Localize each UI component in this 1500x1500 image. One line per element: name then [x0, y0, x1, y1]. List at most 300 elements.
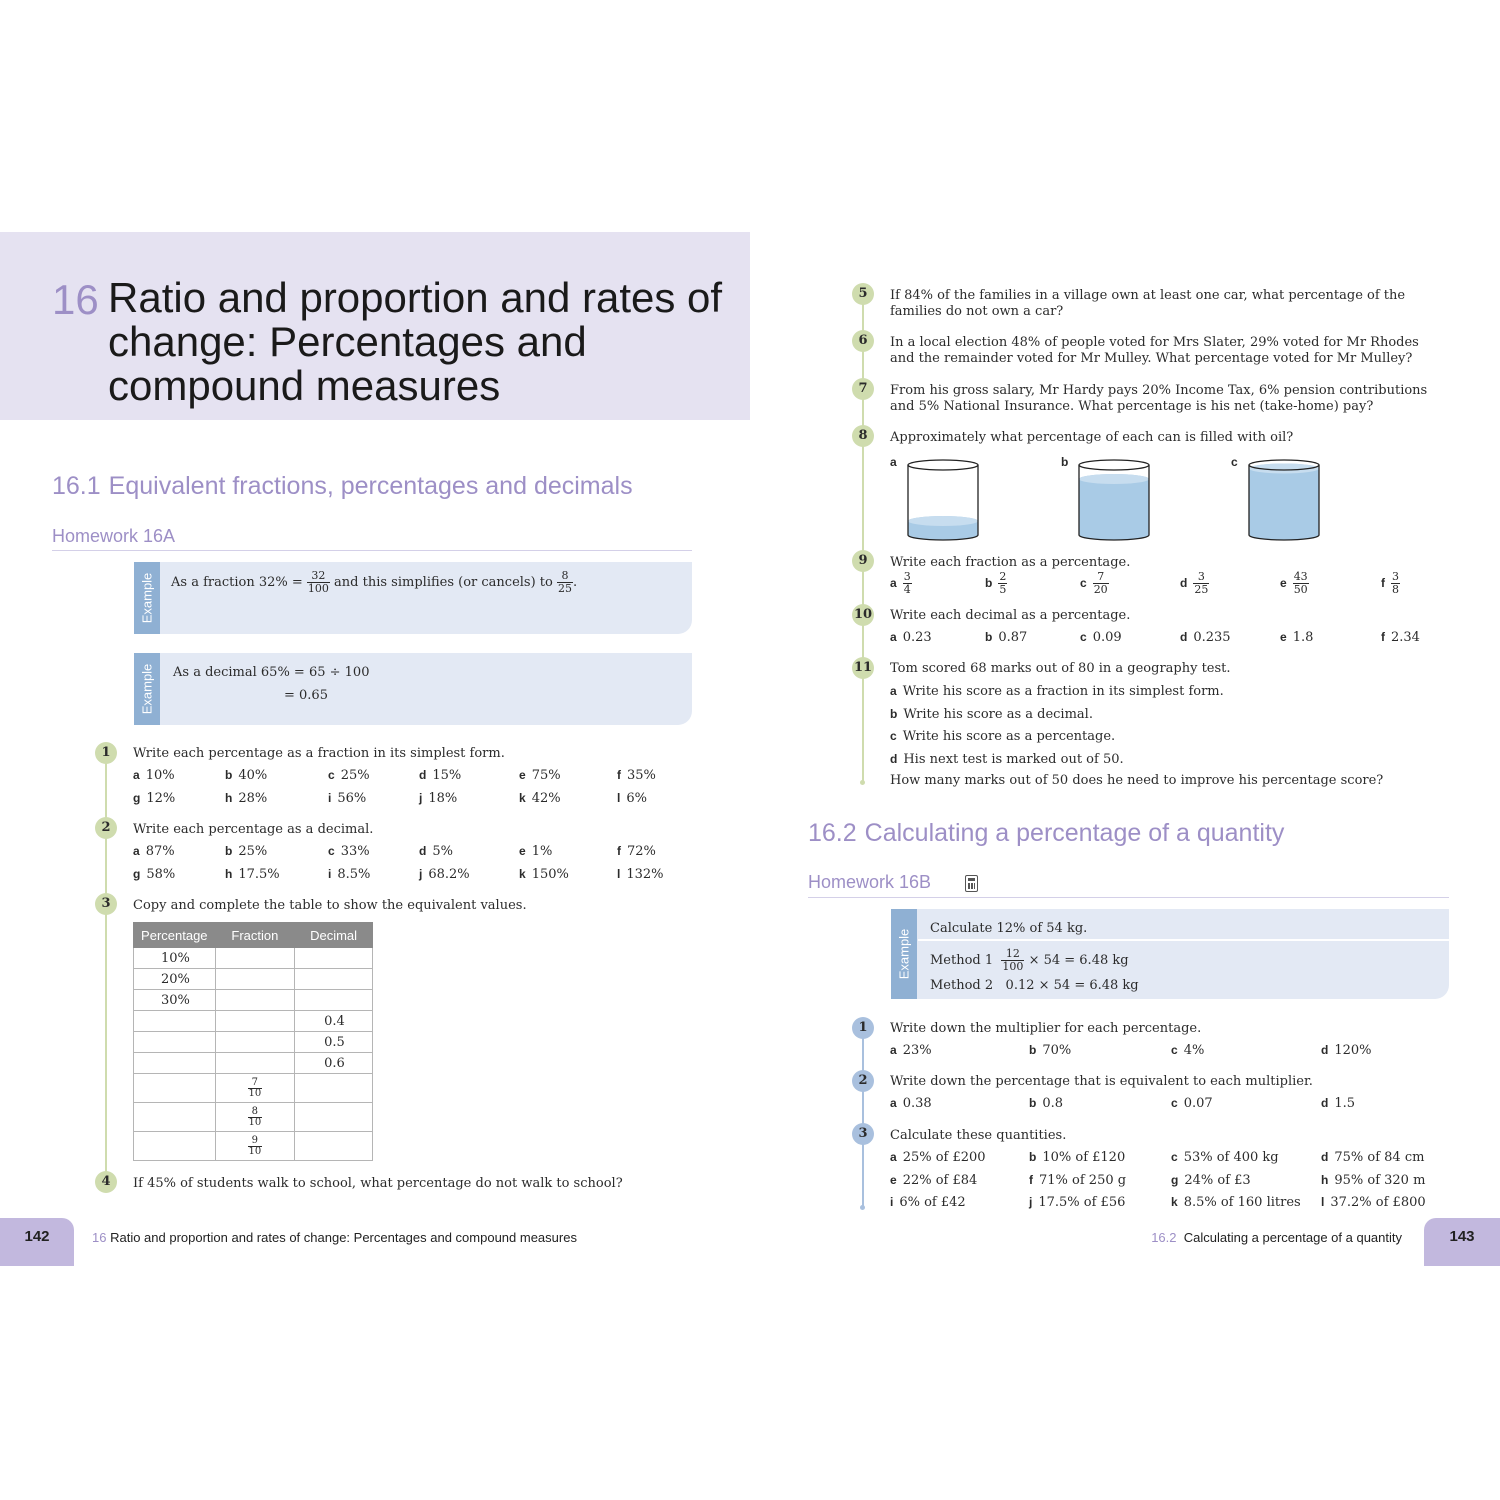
table-row [134, 1032, 373, 1053]
numerator: 3 [903, 570, 911, 583]
fraction: $\frac{8}{25}$ [558, 569, 572, 595]
chapter-title: Ratio and proportion and rates of change: Percentages and compound measures [108, 274, 723, 409]
fraction [903, 571, 912, 596]
part-value: 75% of 84 cm [1334, 1150, 1425, 1165]
question-part [328, 867, 370, 882]
fraction [1293, 571, 1309, 596]
question-part [519, 768, 561, 783]
part-value: 5% [432, 844, 453, 859]
part-value: 35% [627, 768, 656, 783]
question-part [890, 571, 912, 596]
fraction: $\frac{32}{100}$ [307, 569, 329, 595]
question-3-text: Copy and complete the table to show the equivalent values. [133, 898, 527, 913]
fraction [248, 1107, 263, 1128]
question-1-text: Write each percentage as a fraction in its simplest form. [133, 746, 505, 761]
part-label: d [419, 768, 427, 782]
part-value: 28% [238, 791, 268, 806]
table-row [134, 990, 373, 1011]
part-label: k [1171, 1195, 1178, 1209]
numerator: 7 [1093, 571, 1109, 584]
table-cell: 0.4 [295, 1011, 373, 1032]
part-value: Write his score as a fraction in its simplest form. [902, 684, 1224, 699]
part-value: 10% [145, 768, 175, 783]
question-part [519, 844, 552, 859]
denominator: 20 [1093, 583, 1108, 596]
part-value: 1.5 [1334, 1096, 1356, 1111]
part-value: 150% [531, 867, 569, 882]
part-label: c [328, 768, 335, 782]
example-box-2 [134, 653, 692, 725]
part-value: 70% [1042, 1043, 1072, 1058]
question-part [617, 768, 656, 783]
question-number-5: 5 [852, 283, 874, 305]
section-title: Equivalent fractions, percentages and decimals [108, 472, 633, 500]
part-label: g [1171, 1172, 1179, 1187]
homework-heading-16a: Homework 16A [52, 526, 176, 546]
part-value: Write his score as a percentage. [902, 729, 1116, 744]
part-value: 2.34 [1391, 630, 1420, 645]
table-cell: 10% [134, 948, 216, 969]
question-number-b2: 2 [852, 1070, 874, 1092]
part-value: 71% of 250 g [1039, 1172, 1127, 1188]
section-title: Calculating a percentage of a quantity [864, 819, 1285, 847]
question-part [1171, 1096, 1213, 1111]
denominator: 8 [1392, 583, 1399, 596]
part-value: 6% [626, 791, 647, 806]
part-label: b [890, 706, 898, 721]
section-heading-16-1 [52, 472, 633, 501]
part-label: l [1321, 1195, 1325, 1209]
example-3-method-2: Method 2 0.12 × 54 = 6.48 kg [930, 978, 1139, 993]
part-value: 24% of £3 [1184, 1172, 1251, 1188]
table-row [134, 948, 373, 969]
numerator: 3 [1193, 571, 1209, 584]
part-value: 58% [146, 867, 176, 882]
question-part [328, 768, 370, 783]
table-cell [215, 969, 295, 990]
can-label: a [890, 455, 897, 469]
table-cell [134, 1053, 216, 1074]
part-value: 25% of £200 [902, 1150, 986, 1165]
question-number-10: 10 [852, 604, 874, 626]
table-row [134, 1011, 373, 1032]
question-part [1321, 1173, 1425, 1188]
question-number-2: 2 [95, 817, 117, 839]
fraction: $\frac{12}{100}$ [1002, 947, 1024, 973]
fraction [248, 1136, 263, 1157]
question-part [225, 791, 267, 806]
question-part [419, 791, 457, 806]
question-part [1180, 630, 1231, 645]
part-label: h [225, 791, 233, 805]
part-value: 0.38 [902, 1096, 932, 1111]
part-label: f [1381, 630, 1385, 644]
question-part [1171, 1173, 1251, 1188]
question-part [1029, 1173, 1126, 1188]
example-2-line-1: As a decimal 65% = 65 ÷ 100 [173, 665, 370, 680]
table-cell [215, 1103, 295, 1132]
question-part [1180, 571, 1209, 596]
question-part [133, 768, 175, 783]
table-header: Decimal [295, 923, 373, 948]
question-number-b3: 3 [852, 1123, 874, 1145]
table-cell [215, 1074, 295, 1103]
question-part [617, 867, 664, 882]
question-part [1029, 1096, 1063, 1111]
numerator: 9 [248, 1136, 263, 1147]
part-label: b [225, 768, 233, 782]
table-cell [215, 1132, 295, 1161]
fraction [998, 571, 1007, 596]
guide-line-end-dot [860, 1205, 865, 1210]
footer-right-running-head: 16.2 Calculating a percentage of a quantity [1151, 1230, 1402, 1245]
part-label: k [519, 791, 526, 805]
question-part [1171, 1195, 1301, 1210]
table-row [134, 1053, 373, 1074]
part-label: l [617, 791, 621, 805]
part-label: b [1029, 1150, 1037, 1164]
question-part [1321, 1195, 1426, 1210]
part-value: 1% [531, 844, 553, 859]
part-value: 0.07 [1183, 1096, 1213, 1111]
table-header: Percentage [134, 923, 216, 948]
part-label: g [133, 791, 141, 805]
part-value: 22% of £84 [902, 1172, 978, 1188]
part-value: 0.235 [1193, 630, 1231, 645]
denominator: 25 [1194, 583, 1209, 596]
fraction [1391, 571, 1400, 596]
question-b2-text: Write down the percentage that is equivalent to each multiplier. [890, 1074, 1313, 1089]
question-part [1321, 1043, 1372, 1058]
table-cell [215, 948, 295, 969]
table-cell: 20% [134, 969, 216, 990]
part-value: 75% [531, 768, 561, 783]
section-rule [808, 897, 1449, 898]
oil-surface [1079, 474, 1149, 484]
question-guide-line [862, 292, 864, 782]
numerator: 3 [1392, 570, 1399, 583]
table-row [134, 1103, 373, 1132]
part-label: a [890, 1043, 897, 1057]
question-part [985, 571, 1007, 596]
question-part [1080, 630, 1122, 645]
part-label: i [328, 867, 332, 881]
part-value: 17.5% [238, 867, 280, 882]
question-7-text: From his gross salary, Mr Hardy pays 20% Income Tax, 6% pension contributions and 5% National Insurance. What percentage is his net (take-home) pay? [890, 383, 1428, 414]
question-guide-line [862, 1028, 864, 1206]
part-value: 37.2% of £800 [1330, 1195, 1426, 1210]
part-label: d [1321, 1096, 1329, 1110]
part-label: j [419, 867, 423, 881]
part-label: d [1321, 1043, 1329, 1057]
part-label: c [1080, 630, 1087, 644]
question-part [1029, 1043, 1071, 1058]
question-part [133, 844, 175, 859]
part-value: 8.5% of 160 litres [1183, 1195, 1301, 1210]
question-part [890, 1173, 977, 1188]
question-number-1: 1 [95, 742, 117, 764]
table-cell: 0.6 [295, 1053, 373, 1074]
part-label: i [328, 791, 332, 805]
example-1-text: As a fraction 32% = $\frac{32}{100}$ and this simplifies (or cancels) to $\frac{8}{25}$ . [171, 569, 578, 595]
part-value: 12% [146, 791, 176, 806]
fraction [1093, 571, 1109, 596]
example-tab: Example [134, 562, 160, 634]
table-cell [134, 1032, 216, 1053]
table-cell [134, 1074, 216, 1103]
homework-heading-16b: Homework 16B [808, 872, 932, 892]
part-value: 40% [238, 768, 268, 783]
question-part [519, 867, 569, 882]
example-2-line-2: = 0.65 [284, 688, 328, 703]
part-label: a [133, 768, 140, 782]
question-10-text: Write each decimal as a percentage. [890, 608, 1131, 623]
numerator: 8 [248, 1107, 263, 1118]
part-label: b [985, 630, 993, 644]
question-b1-text: Write down the multiplier for each percentage. [890, 1021, 1202, 1036]
question-part [890, 1043, 932, 1058]
question-number-3: 3 [95, 893, 117, 915]
part-label: d [890, 751, 898, 766]
table-cell [295, 1132, 373, 1161]
question-part [890, 707, 1093, 722]
part-label: g [133, 867, 141, 881]
question-number-4: 4 [95, 1171, 117, 1193]
question-5-text: If 84% of the families in a village own at least one car, what percentage of the families do not own a car? [890, 288, 1406, 319]
guide-line-end-dot [860, 780, 865, 785]
part-value: Write his score as a decimal. [903, 706, 1093, 722]
question-part [1080, 571, 1109, 596]
footer-left-running-head: 16 Ratio and proportion and rates of change: Percentages and compound measures [92, 1230, 577, 1245]
fraction [248, 1078, 263, 1099]
part-label: c [890, 729, 897, 743]
table-cell [295, 990, 373, 1011]
question-part [617, 844, 656, 859]
question-11-tail: How many marks out of 50 does he need to improve his percentage score? [890, 773, 1384, 788]
question-part [1171, 1043, 1204, 1058]
oil-fill [1249, 464, 1319, 541]
can-rim [908, 460, 978, 470]
question-b3-text: Calculate these quantities. [890, 1128, 1067, 1143]
part-label: k [519, 867, 526, 881]
denominator: 50 [1293, 583, 1308, 596]
oil-can-a [906, 459, 980, 541]
question-8-text: Approximately what percentage of each can is filled with oil? [890, 430, 1294, 445]
question-part [225, 768, 267, 783]
question-part [419, 867, 470, 882]
part-label: i [890, 1195, 894, 1209]
part-label: a [890, 684, 897, 698]
page-number-left: 142 [0, 1218, 74, 1266]
part-label: c [328, 844, 335, 858]
question-part [1321, 1150, 1424, 1165]
question-part [328, 844, 370, 859]
question-number-6: 6 [852, 330, 874, 352]
part-label: j [1029, 1195, 1033, 1209]
part-value: 4% [1183, 1043, 1205, 1058]
question-number-9: 9 [852, 550, 874, 572]
table-cell [295, 1103, 373, 1132]
part-label: l [617, 867, 621, 881]
question-11-text: Tom scored 68 marks out of 80 in a geography test. [890, 661, 1231, 676]
table-cell [295, 1074, 373, 1103]
table-cell [134, 1011, 216, 1032]
part-value: 0.23 [902, 630, 932, 645]
question-9-text: Write each fraction as a percentage. [890, 555, 1131, 570]
denominator: 5 [999, 583, 1007, 596]
can-label: b [1061, 455, 1069, 469]
part-label: a [890, 1150, 897, 1164]
oil-surface [908, 516, 978, 526]
part-value: 132% [626, 867, 664, 882]
question-part [890, 684, 1224, 699]
part-label: e [1280, 630, 1287, 644]
part-value: 25% [340, 768, 370, 783]
equivalence-table [133, 922, 373, 1161]
question-part [225, 844, 267, 859]
part-value: 15% [432, 768, 462, 783]
question-4-text: If 45% of students walk to school, what percentage do not walk to school? [133, 1176, 623, 1191]
part-value: 95% of 320 m [1334, 1172, 1426, 1188]
part-label: f [617, 844, 621, 858]
part-label: e [519, 768, 526, 782]
question-number-8: 8 [852, 425, 874, 447]
part-label: a [133, 844, 140, 858]
question-part [419, 844, 453, 859]
part-label: c [1171, 1150, 1178, 1164]
table-row [134, 1132, 373, 1161]
question-part [890, 1096, 932, 1111]
part-value: His next test is marked out of 50. [903, 751, 1124, 767]
part-value: 72% [627, 844, 656, 859]
page-number-right: 143 [1424, 1218, 1500, 1266]
question-part [985, 630, 1027, 645]
part-label: c [1080, 576, 1087, 590]
part-value: 42% [531, 791, 561, 806]
part-label: e [890, 1172, 897, 1187]
part-value: 53% of 400 kg [1183, 1150, 1279, 1165]
question-part [1381, 630, 1420, 645]
part-value: 17.5% of £56 [1038, 1195, 1126, 1210]
question-part [890, 729, 1115, 744]
part-value: 23% [902, 1043, 932, 1058]
question-6-text: In a local election 48% of people voted for Mrs Slater, 29% voted for Mr Rhodes and the remainder voted for Mr Mulley. What percentage voted for Mr Mulley? [890, 335, 1419, 366]
numerator: 43 [1293, 570, 1308, 583]
oil-can-c [1247, 459, 1321, 541]
part-value: 6% of £42 [899, 1195, 966, 1210]
part-label: h [1321, 1172, 1329, 1187]
question-2-text: Write each percentage as a decimal. [133, 822, 374, 837]
fraction [1193, 571, 1209, 596]
part-label: d [1180, 576, 1188, 590]
numerator: 7 [248, 1078, 263, 1089]
table-cell [215, 1011, 295, 1032]
question-part [1280, 571, 1309, 596]
question-part [890, 630, 932, 645]
question-part [1321, 1096, 1355, 1111]
chapter-number: 16 [52, 276, 99, 323]
example-tab: Example [134, 653, 160, 725]
part-label: f [1029, 1172, 1033, 1187]
table-cell [215, 1053, 295, 1074]
oil-can-b [1077, 459, 1151, 541]
part-label: b [1029, 1096, 1037, 1110]
question-number-11: 11 [852, 657, 874, 679]
denominator: 10 [248, 1145, 262, 1157]
part-label: h [225, 867, 233, 881]
table-cell: 30% [134, 990, 216, 1011]
table-cell [295, 948, 373, 969]
part-label: e [1280, 576, 1287, 590]
question-part [617, 791, 647, 806]
section-number: 16.1 [52, 472, 101, 500]
question-part [1029, 1195, 1125, 1210]
part-value: 10% of £120 [1042, 1150, 1126, 1165]
numerator: 2 [999, 570, 1007, 583]
denominator: 10 [248, 1087, 262, 1099]
part-value: 25% [238, 844, 268, 859]
question-part [1029, 1150, 1125, 1165]
example-3-method-1: Method 1 $\frac{12}{100}$ × 54 = 6.48 kg [930, 947, 1129, 973]
part-label: d [1321, 1150, 1329, 1164]
table-row [134, 969, 373, 990]
question-part [225, 867, 280, 882]
question-part [133, 791, 175, 806]
table-cell: 0.5 [295, 1032, 373, 1053]
question-part [1381, 571, 1400, 596]
question-part [519, 791, 561, 806]
question-part [419, 768, 461, 783]
part-value: 56% [337, 791, 367, 806]
question-part [1171, 1150, 1279, 1165]
can-rim [1079, 460, 1149, 470]
part-label: j [419, 791, 423, 805]
denominator: 10 [248, 1116, 262, 1128]
question-part [1280, 630, 1313, 645]
example-tab: Example [891, 909, 917, 999]
question-number-7: 7 [852, 378, 874, 400]
part-value: 0.09 [1092, 630, 1122, 645]
part-label: d [1180, 630, 1188, 644]
part-value: 18% [428, 791, 458, 806]
section-heading-16-2 [808, 819, 1284, 848]
part-label: d [419, 844, 427, 858]
part-value: 0.87 [998, 630, 1028, 645]
part-label: b [1029, 1043, 1037, 1057]
question-part [328, 791, 366, 806]
part-value: 68.2% [428, 867, 470, 882]
calculator-icon [965, 875, 978, 892]
part-label: b [985, 576, 993, 590]
table-header: Fraction [215, 923, 295, 948]
part-label: a [890, 1096, 897, 1110]
question-part [890, 1195, 966, 1210]
table-row [134, 1074, 373, 1103]
part-value: 8.5% [337, 867, 371, 882]
question-number-b1: 1 [852, 1017, 874, 1039]
part-label: f [617, 768, 621, 782]
part-label: c [1171, 1043, 1178, 1057]
part-value: 0.8 [1042, 1096, 1064, 1111]
question-part [890, 1150, 986, 1165]
section-rule [52, 550, 692, 551]
part-value: 33% [340, 844, 370, 859]
question-part [890, 752, 1124, 767]
denominator: 4 [903, 583, 911, 596]
can-label: c [1231, 455, 1238, 469]
part-label: f [1381, 576, 1385, 590]
part-value: 87% [145, 844, 175, 859]
